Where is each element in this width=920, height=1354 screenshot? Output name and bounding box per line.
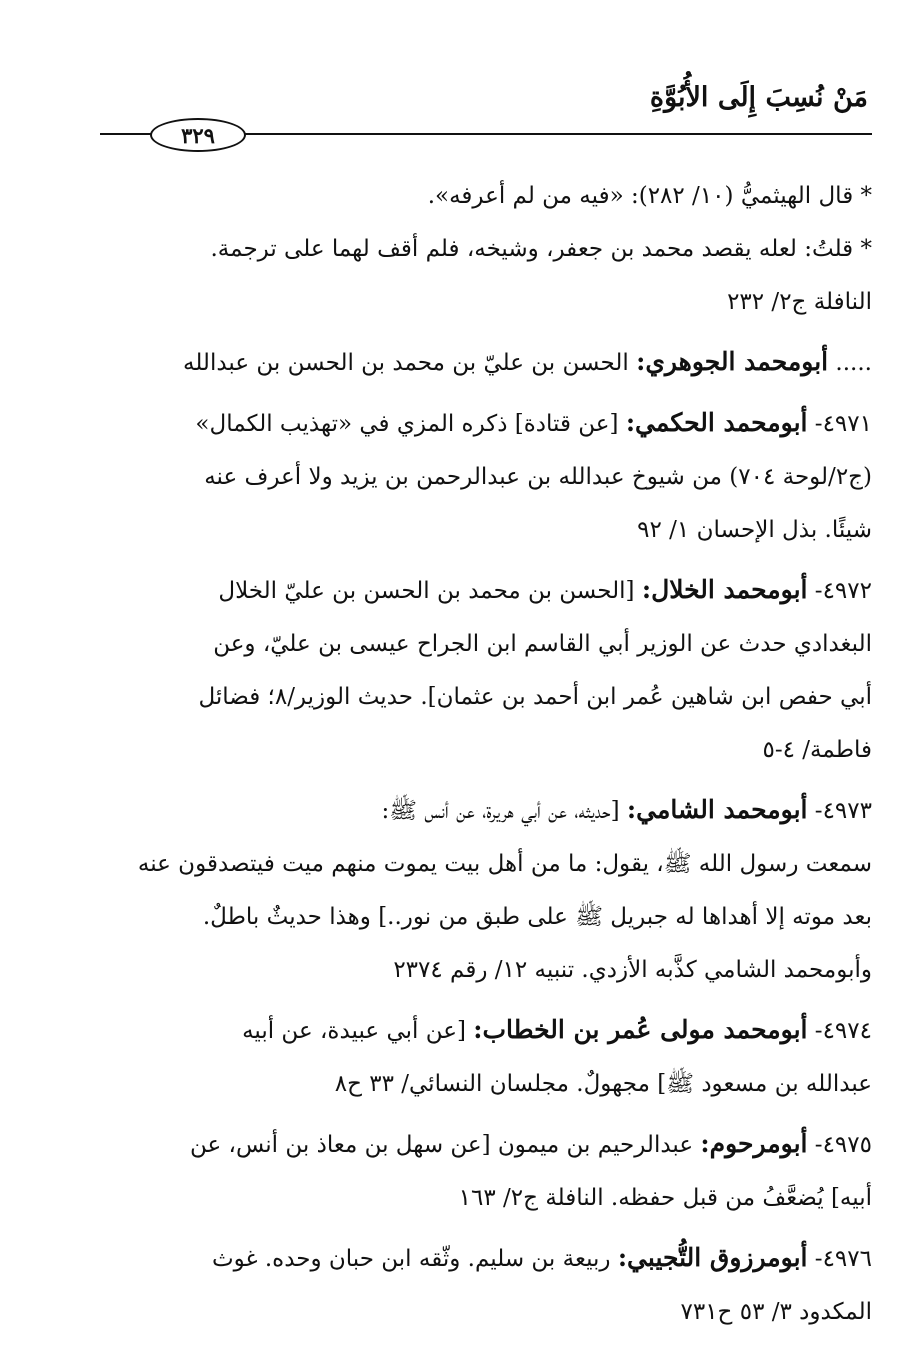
- entry-number: ٤٩٧٤-: [807, 1018, 872, 1044]
- entry-first-line: [100, 563, 872, 618]
- entry-name: أبومحمد الجوهري:: [636, 347, 829, 376]
- intro-line: النافلة ج٢/ ٢٣٢: [727, 289, 872, 315]
- page-body: [100, 170, 872, 1345]
- intro-block: [100, 170, 872, 329]
- entry-name: أبومحمد الحكمي:: [625, 408, 808, 437]
- entry-name: أبومحمد الشامي:: [626, 795, 808, 824]
- entry-first-line: [100, 396, 872, 451]
- entry-first-line: [100, 335, 872, 390]
- entry-text-line: أبي حفص ابن شاهين عُمر ابن أحمد بن عثمان]. حديث الوزير/٨؛ فضائل: [198, 684, 872, 710]
- entry-text: ربيعة بن سليم. وثّقه ابن حبان وحده. غوث: [211, 1246, 618, 1272]
- entry-text: [الحسن بن محمد بن الحسن بن عليّ الخلال: [218, 578, 642, 604]
- running-header-title: مَنْ نُسِبَ إِلَى الأُبُوَّةِ: [649, 82, 868, 113]
- entry-name: أبومحمد مولى عُمر بن الخطاب:: [473, 1015, 808, 1044]
- entry-first-line: [100, 1117, 872, 1172]
- entry-text: [حديثه، عن أبي هريرة، عن أنس ﷺ:: [381, 798, 627, 824]
- entry-text: عبدالرحيم بن ميمون [عن سهل بن معاذ بن أنس، عن: [189, 1132, 701, 1158]
- entry-number: ٤٩٧٦-: [807, 1246, 872, 1272]
- entry-number: ٤٩٧٥-: [807, 1132, 872, 1158]
- entry-text: [عن قتادة] ذكره المزي في «تهذيب الكمال»: [195, 411, 626, 437]
- entry-number: ٤٩٧٢-: [807, 578, 872, 604]
- intro-line: * قلتُ: لعله يقصد محمد بن جعفر، وشيخه، فلم أقف لهما على ترجمة.: [210, 236, 872, 262]
- entry-text: [عن أبي عبيدة، عن أبيه: [242, 1018, 474, 1044]
- entry-first-line: [100, 1231, 872, 1286]
- entry-text: الحسن بن عليّ بن محمد بن الحسن بن عبدالله: [182, 350, 637, 376]
- biography-entry: [100, 563, 872, 777]
- entry-text-line: (ج٢/لوحة ٧٠٤) من شيوخ عبدالله بن عبدالرحمن بن يزيد ولا أعرف عنه: [204, 464, 872, 490]
- entry-number: ٤٩٧٣-: [807, 798, 872, 824]
- entry-first-line: [100, 1003, 872, 1058]
- entry-number: ٤٩٧١-: [807, 411, 872, 437]
- entry-number: .....: [828, 350, 872, 376]
- entry-text-line: فاطمة/ ٤-٥: [762, 737, 872, 763]
- entry-text-line: أبيه] يُضعَّفُ من قبل حفظه. النافلة ج٢/ ١٦٣: [458, 1185, 872, 1211]
- entry-name: أبومرزوق التُّجيبي:: [617, 1243, 808, 1272]
- page-number: ٣٢٩: [150, 118, 246, 152]
- biography-entry: [100, 1231, 872, 1339]
- biography-entry: [100, 1117, 872, 1225]
- entry-text-line: شيئًا. بذل الإحسان ١/ ٩٢: [637, 517, 872, 543]
- biography-entry: [100, 1003, 872, 1111]
- biography-entry: [100, 396, 872, 557]
- entry-text-line: بعد موته إلا أهداها له جبريل ﷺ على طبق من نور..] وهذا حديثٌ باطلٌ.: [202, 904, 872, 930]
- entry-text-line: البغدادي حدث عن الوزير أبي القاسم ابن الجراح عيسى بن عليّ، وعن: [213, 631, 872, 657]
- entry-first-line: [100, 783, 872, 838]
- entry-text-line: سمعت رسول الله ﷺ، يقول: ما من أهل بيت يموت منهم ميت فيتصدقون عنه: [137, 851, 872, 877]
- biography-entry: [100, 335, 872, 390]
- entry-text-line: وأبومحمد الشامي كذَّبه الأزدي. تنبيه ١٢/ رقم ٢٣٧٤: [393, 957, 872, 983]
- entry-text-line: عبدالله بن مسعود ﷺ] مجهولٌ. مجلسان النسائي/ ٣٣ ح٨: [334, 1071, 872, 1097]
- intro-line: * قال الهيثميُّ (١٠/ ٢٨٢): «فيه من لم أعرفه».: [427, 183, 872, 209]
- entry-text-line: المكدود ٣/ ٥٣ ح٧٣١: [680, 1299, 872, 1325]
- entry-name: أبومحمد الخلال:: [641, 575, 808, 604]
- entry-name: أبومرحوم:: [700, 1129, 808, 1158]
- biography-entry: [100, 783, 872, 997]
